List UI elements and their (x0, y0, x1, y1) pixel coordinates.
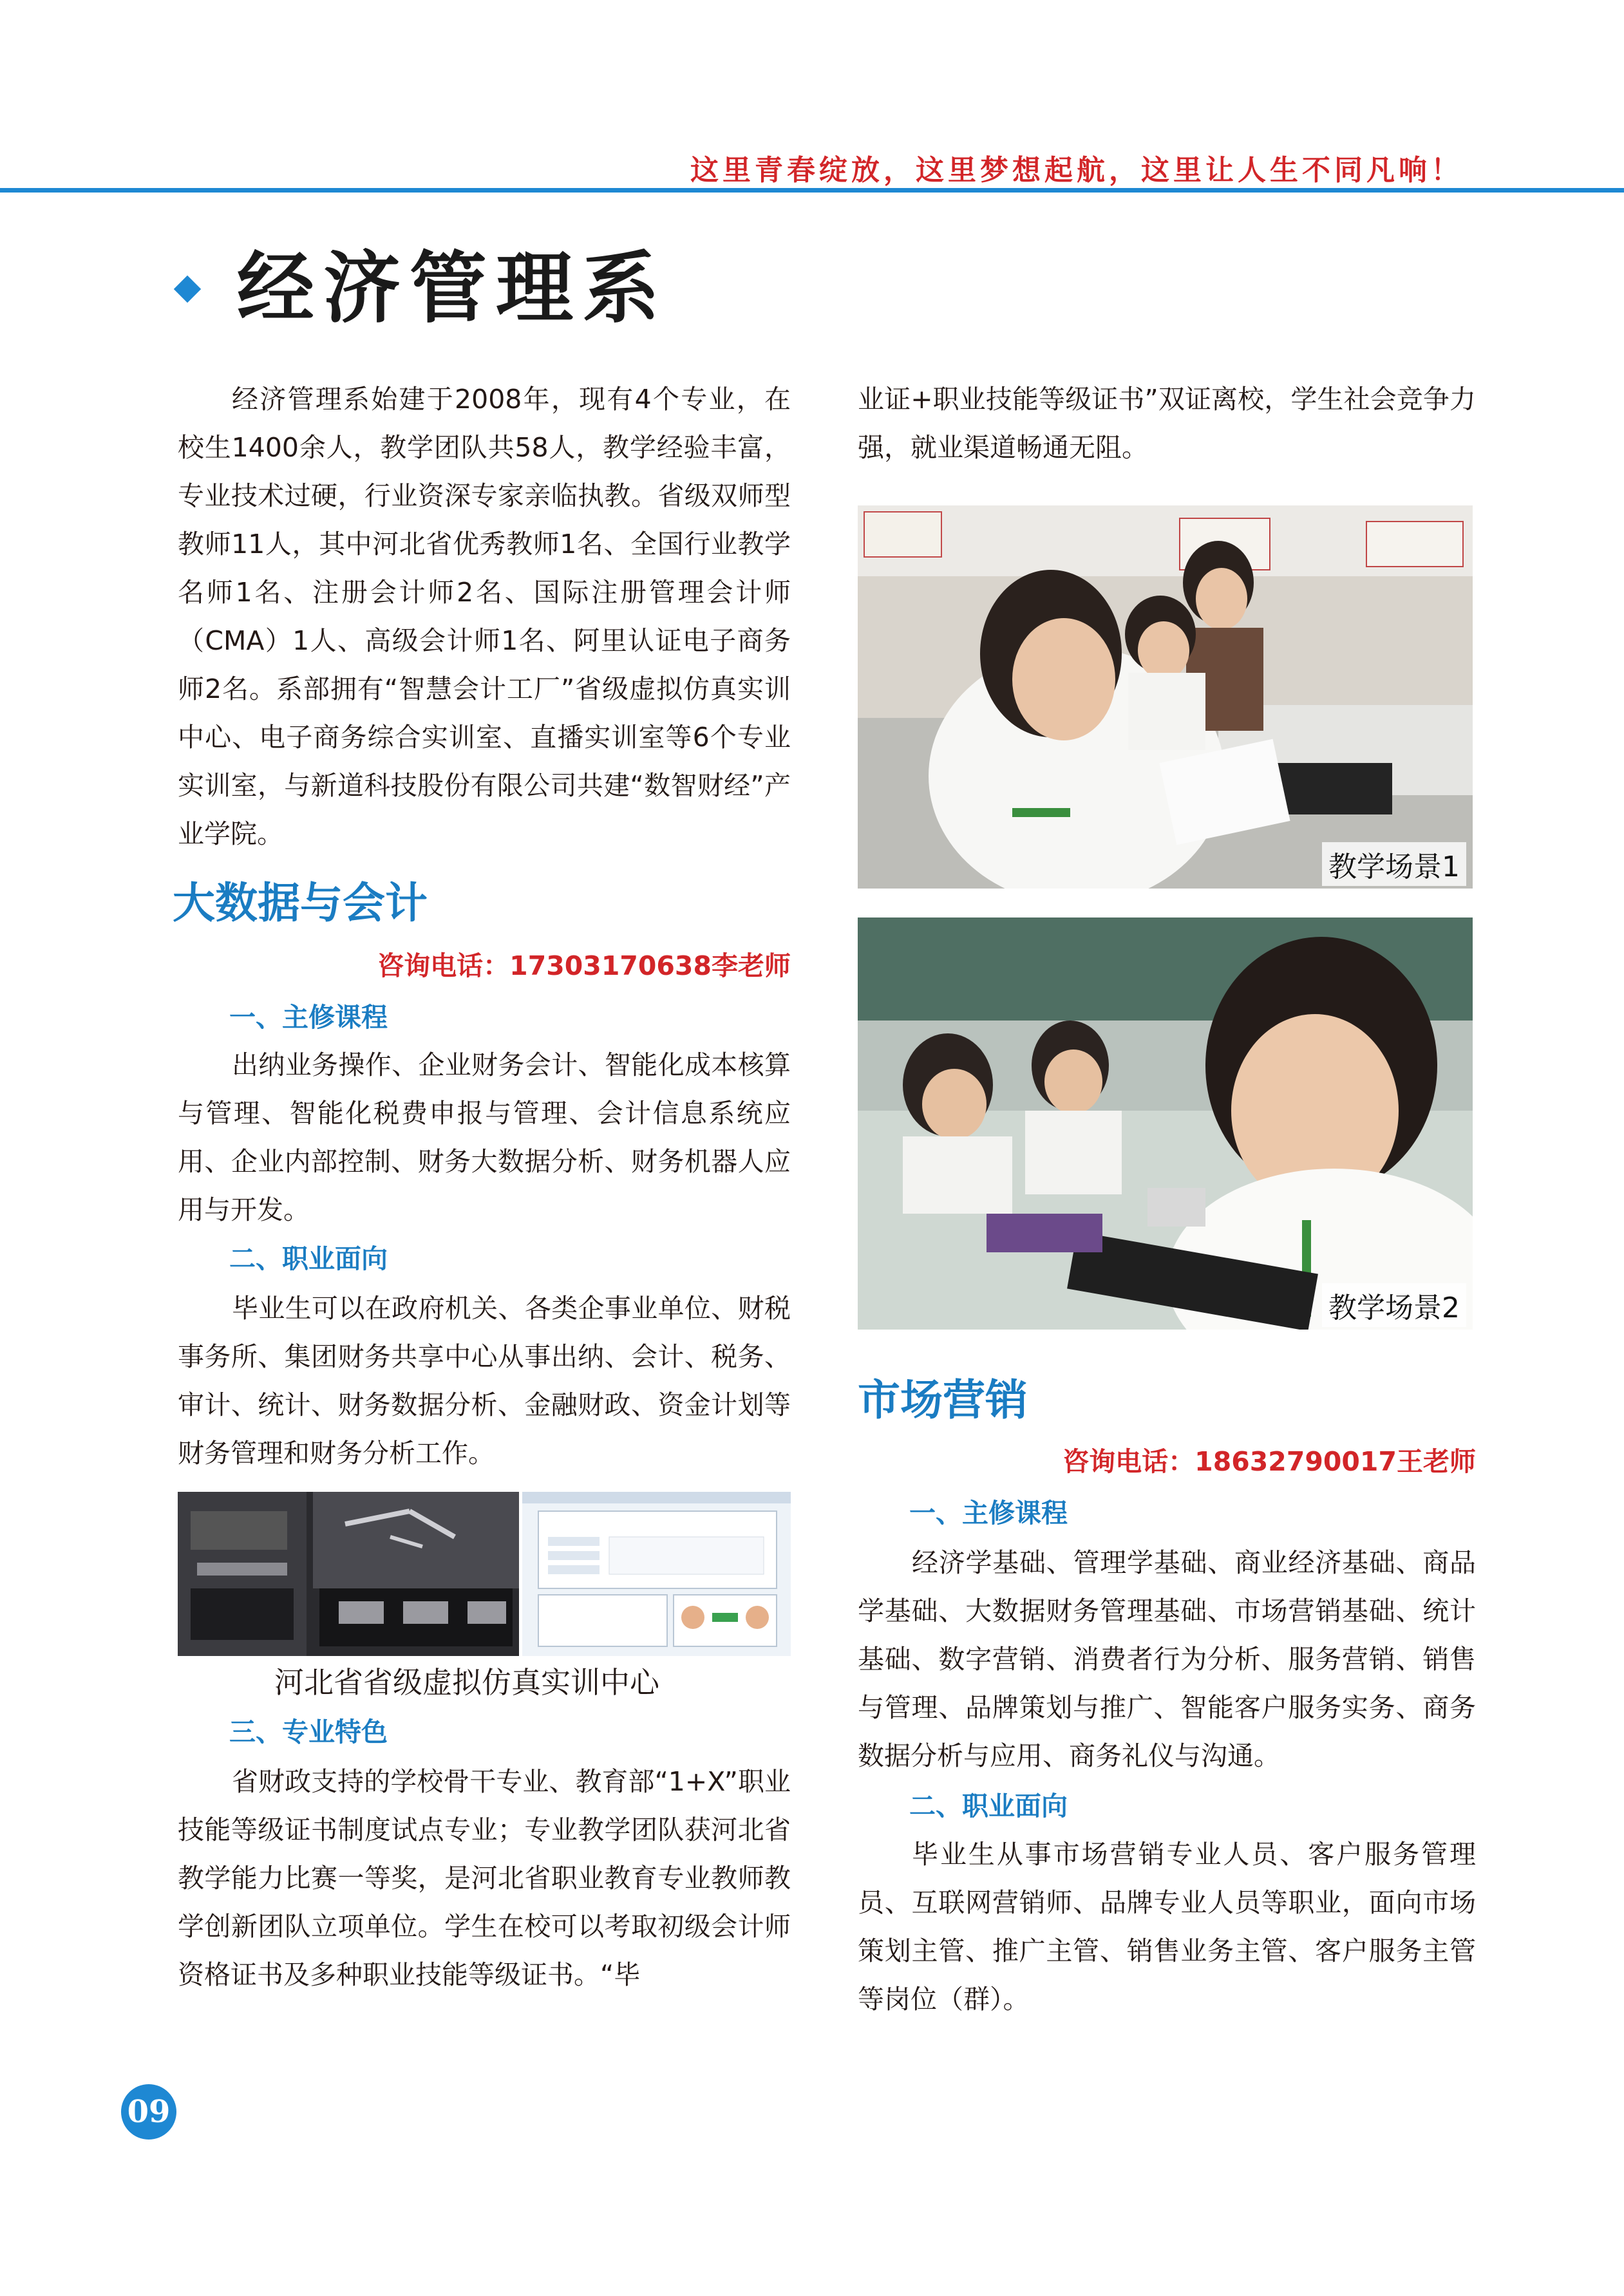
bigdata-feature-text: 省财政支持的学校骨干专业、教育部“1+X”职业技能等级证书制度试点专业；专业教学团队获河北省教学能力比赛一等奖，是河北省职业教育专业教师教学创新团队立项单位。学生在校可以考取初级会计师资格证书及多种职业技能等级证书。“毕 (178, 1766, 791, 1990)
title-diamond-icon (174, 276, 201, 303)
bigdata-feature-heading: 三、专业特色 (229, 1717, 388, 1747)
teaching-scene-2-photo (858, 917, 1473, 1330)
marketing-section-title: 市场营销 (858, 1375, 1028, 1425)
header-rule (0, 188, 1624, 193)
virtual-training-center-caption: 河北省省级虚拟仿真实训中心 (274, 1665, 659, 1700)
bigdata-section-title: 大数据与会计 (173, 878, 428, 928)
marketing-courses-heading: 一、主修课程 (909, 1498, 1068, 1529)
marketing-career-heading: 二、职业面向 (909, 1791, 1068, 1821)
intro-paragraph: 经济管理系始建于2008年，现有4个专业，在校生1400余人，教学团队共58人，教学经验丰富，专业技术过硬，行业资深专家亲临执教。省级双师型教师11人，其中河北省优秀教师1名、全国行业教学名师1名、注册会计师2名、国际注册管理会计师（CMA）1人、高级会计师1名、阿里认证电子商务师2名。系部拥有“智慧会计工厂”省级虚拟仿真实训中心、电子商务综合实训室、直播实训室等6个专业实训室，与新道科技股份有限公司共建“数智财经”产业学院。 (178, 384, 791, 849)
bigdata-contact[interactable]: 咨询电话：17303170638李老师 (377, 950, 791, 981)
marketing-career-text: 毕业生从事市场营销专业人员、客户服务管理员、互联网营销师、品牌专业人员等职业，面向市场策划主管、推广主管、销售业务主管、客户服务主管等岗位（群）。 (858, 1839, 1476, 2015)
bigdata-feature-continued: 业证+职业技能等级证书”双证离校，学生社会竞争力强，就业渠道畅通无阻。 (858, 384, 1476, 463)
marketing-courses-text: 经济学基础、管理学基础、商业经济基础、商品学基础、大数据财务管理基础、市场营销基础、统计基础、数字营销、消费者行为分析、服务营销、销售与管理、品牌策划与推广、智能客户服务实务、商务数据分析与应用、商务礼仪与沟通。 (858, 1547, 1476, 1771)
bigdata-career-text: 毕业生可以在政府机关、各类企事业单位、财税事务所、集团财务共享中心从事出纳、会计、税务、审计、统计、财务数据分析、金融财政、资金计划等财务管理和财务分析工作。 (178, 1293, 791, 1469)
bigdata-courses-heading: 一、主修课程 (229, 1002, 388, 1033)
virtual-training-center-photo (178, 1492, 791, 1656)
teaching-scene-1-caption: 教学场景1 (1322, 842, 1466, 886)
teaching-scene-1-photo (858, 505, 1473, 889)
page-title: 经济管理系 (237, 243, 668, 334)
header-slogan: 这里青春绽放，这里梦想起航，这里让人生不同凡响！ (690, 154, 1463, 187)
teaching-scene-2-caption: 教学场景2 (1322, 1283, 1466, 1327)
bigdata-courses-text: 出纳业务操作、企业财务会计、智能化成本核算与管理、智能化税费申报与管理、会计信息系统应用、企业内部控制、财务大数据分析、财务机器人应用与开发。 (178, 1049, 791, 1225)
page-number: 09 (121, 2084, 176, 2140)
marketing-contact[interactable]: 咨询电话：18632790017王老师 (1062, 1446, 1476, 1477)
bigdata-career-heading: 二、职业面向 (229, 1243, 388, 1274)
